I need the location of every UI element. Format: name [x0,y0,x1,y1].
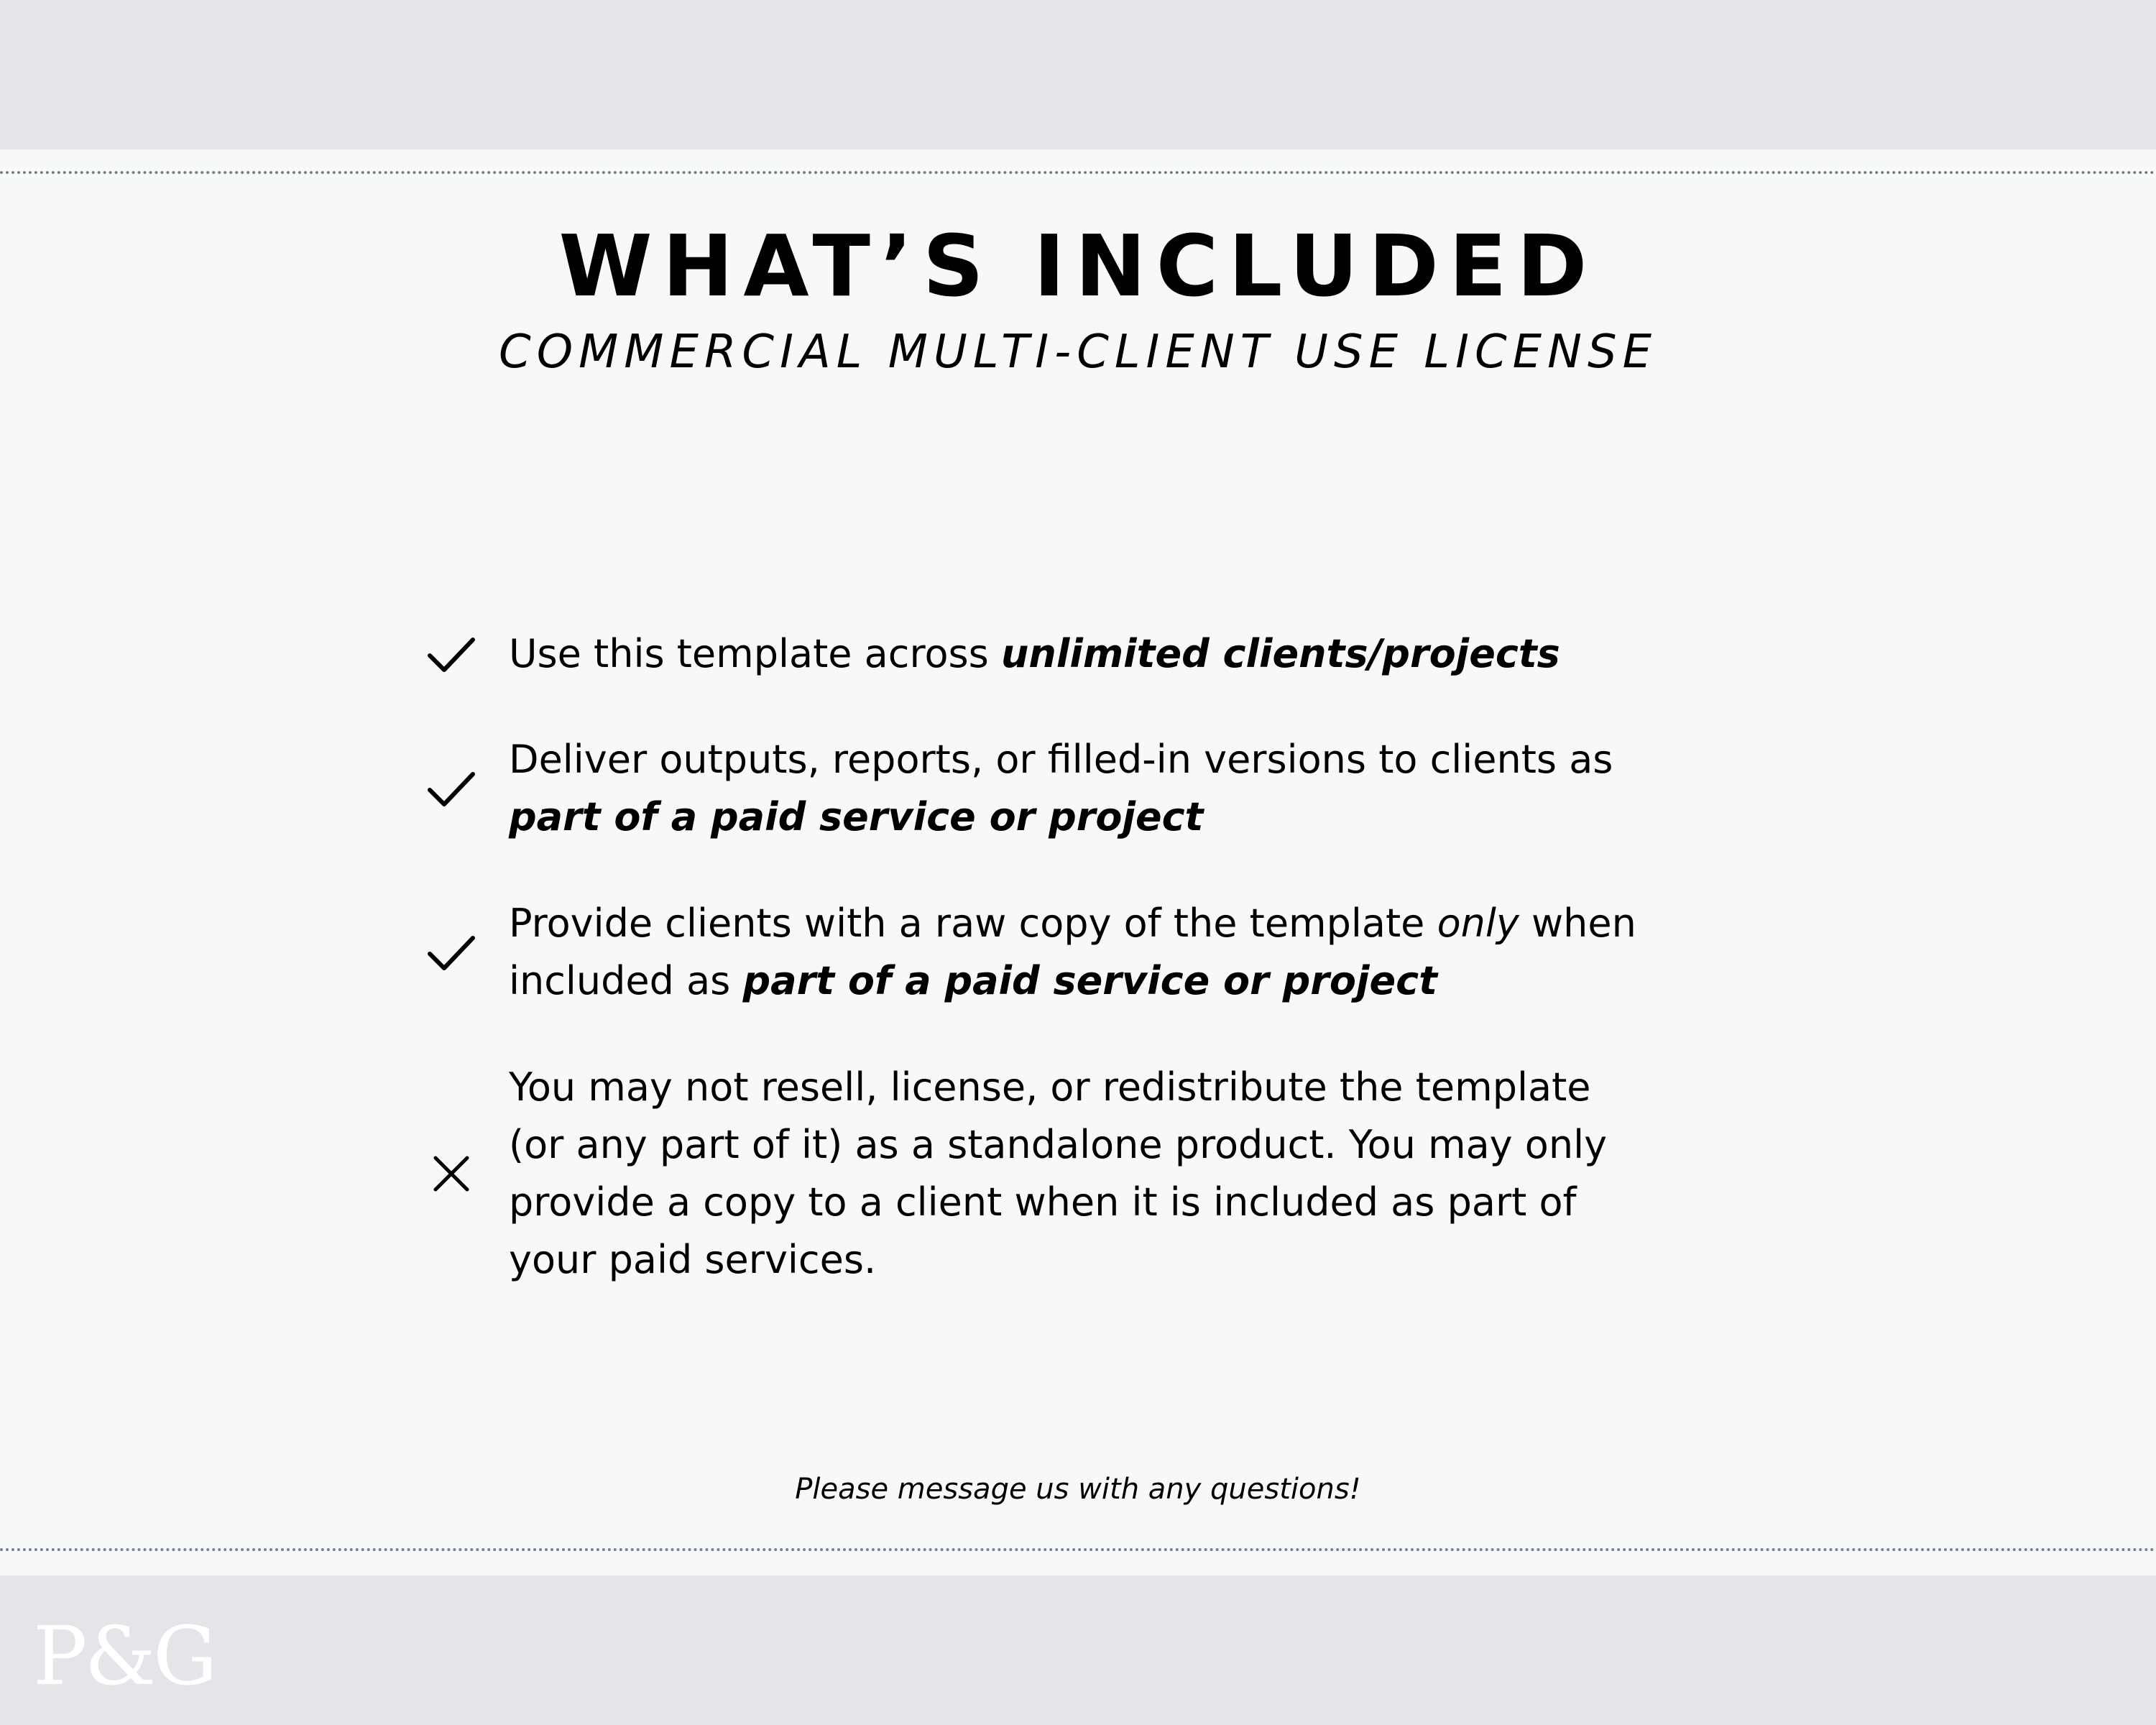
page-subtitle: COMMERCIAL MULTI-CLIENT USE LICENSE [499,326,1657,379]
bottom-dotted-divider [0,1548,2156,1551]
item-text-line: your paid services. [509,1237,877,1282]
list-item [423,731,1745,846]
item-text-plain: Provide clients with a raw copy of the template [509,901,1437,946]
item-text-line: provide a copy to a client when it is included as part of [509,1179,1577,1225]
bottom-band [0,1576,2156,1725]
checkmark-icon [423,760,480,817]
item-text-line: You may not resell, license, or redistribute the template [509,1064,1591,1110]
top-band [0,0,2156,150]
list-item-text [509,731,1759,846]
item-text-emphasis: unlimited clients/projects [1000,631,1560,676]
item-text-line: (or any part of it) as a standalone product. You may only [509,1122,1608,1167]
item-text-plain: Use this template across [509,631,1001,676]
item-text-plain: included as [509,958,743,1003]
item-text-italic: only [1437,901,1519,946]
footer-note: Please message us with any questions! [795,1473,1361,1506]
checkmark-icon [423,924,480,981]
list-item-text [509,625,1759,683]
cross-icon [423,1145,480,1202]
page-title: WHAT’S INCLUDED [558,216,1598,316]
brand-logo: P&G [33,1610,215,1703]
checkmark-icon [423,625,480,683]
list-item [423,895,1745,1010]
list-item-text [509,1059,1759,1289]
top-dotted-divider [0,171,2156,174]
item-text-plain: when [1519,901,1636,946]
list-item [423,625,1745,683]
item-text-emphasis: part of a paid service or project [509,794,1204,840]
item-text-emphasis: part of a paid service or project [742,958,1437,1003]
item-text-plain: Deliver outputs, reports, or filled-in versions to clients as [509,737,1613,782]
list-item-text [509,895,1759,1010]
list-item [423,1059,1745,1289]
